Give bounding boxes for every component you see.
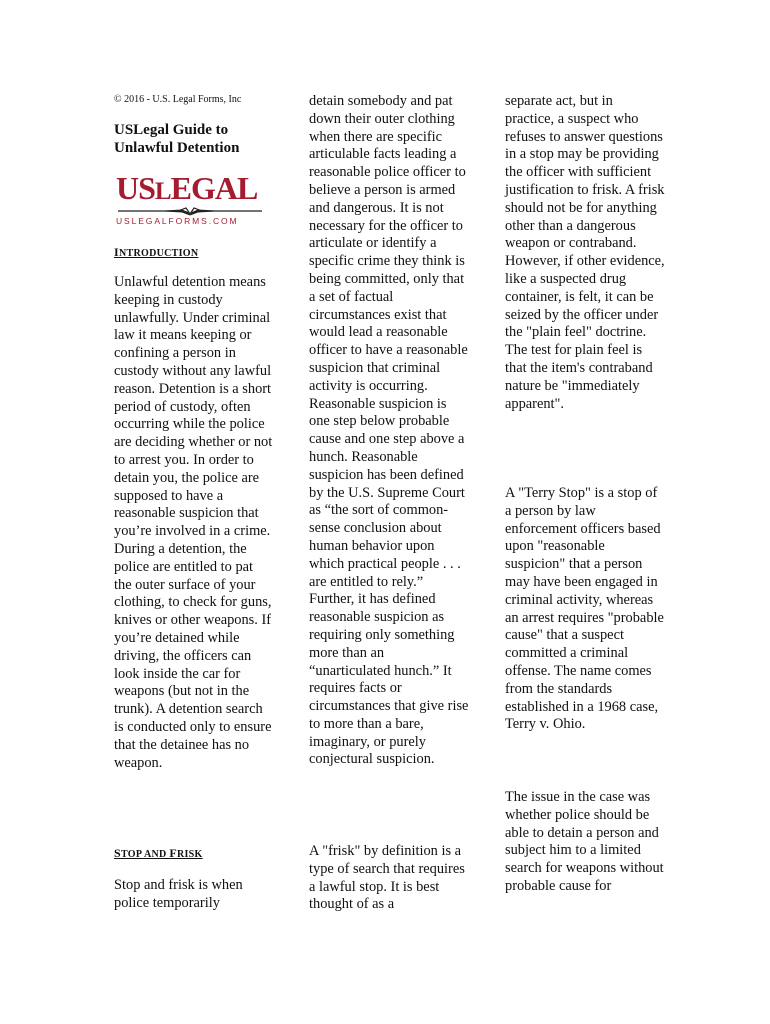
page-title: USLegal Guide to Unlawful Detention	[114, 122, 240, 156]
stop-and-frisk-paragraph-continued: detain somebody and pat down their outer clothing when there are specific articulable facts leading a reasonable police officer to believe a person is armed and dangerous. It is not necessary for the officer to articulate or identify a specific crime they think is being committed, only that a set of factual circumstances exist that would lead a reasonable officer to have a reasonable suspicion that criminal activity is occurring. Reasonable suspicion is one step below probable cause and one step above a hunch. Reasonable suspicion has been defined by the U.S. Supreme Court as “the sort of common-sense conclusion about human behavior upon which practical people . . . are entitled to rely.” Further, it has defined reasonable suspicion as requiring only something more than an “unarticulated hunch.” It requires facts or circumstances that give rise to more than a bare, imaginary, or purely conjectural suspicion.	[309, 93, 469, 768]
frisk-definition-paragraph-continued: separate act, but in practice, a suspect who refuses to answer questions in a stop may be providing the officer with sufficient justification to frisk. A frisk should not be for anything other than a dangerous weapon or contraband. However, if other evidence, like a suspected drug container, is felt, it can be seized by the officer under the "plain feel" doctrine. The test for plain feel is that the item's contraband nature be "immediately apparent".	[505, 93, 665, 412]
stop-and-frisk-paragraph-start: Stop and frisk is when police temporarily	[114, 877, 243, 911]
uslegal-logo	[116, 172, 264, 232]
introduction-paragraph: Unlawful detention means keeping in custody unlawfully. Under criminal law it means keeping or confining a person in custody without any lawful reason. Detention is a short period of custody, often occurring while the police are deciding whether or not to arrest you. In order to detain you, the police are supposed to have a reasonable suspicion that you’re involved in a crime. During a detention, the police are entitled to pat the outer surface of your clothing, to check for guns, knives or other weapons. If you’re detained while driving, the officers can look inside the car for weapons (but not in the trunk). A detention search is conducted only to ensure that the detainee has no weapon.	[114, 274, 273, 771]
logo-wordmark: USLEGAL	[116, 170, 258, 206]
frisk-definition-paragraph: A "frisk" by definition is a type of search that requires a lawful stop. It is best thought of as a	[309, 843, 465, 913]
copyright-notice: © 2016 - U.S. Legal Forms, Inc	[114, 94, 242, 105]
section-heading-stop-and-frisk: STOP AND FRISK	[114, 846, 203, 860]
case-issue-paragraph: The issue in the case was whether police should be able to detain a person and subject him to a limited search for weapons without probable cause for	[505, 789, 664, 894]
section-heading-introduction: INTRODUCTION	[114, 245, 199, 259]
logo-url: USLEGALFORMS.COM	[116, 216, 239, 226]
eagle-wing-icon	[116, 206, 264, 216]
terry-stop-paragraph: A "Terry Stop" is a stop of a person by law enforcement officers based upon "reasonable suspicion" that a person may have been engaged in criminal activity, whereas an arrest requires "probable cause" that a suspect committed a criminal offense. The name comes from the standards established in a 1968 case, Terry v. Ohio.	[505, 485, 664, 733]
